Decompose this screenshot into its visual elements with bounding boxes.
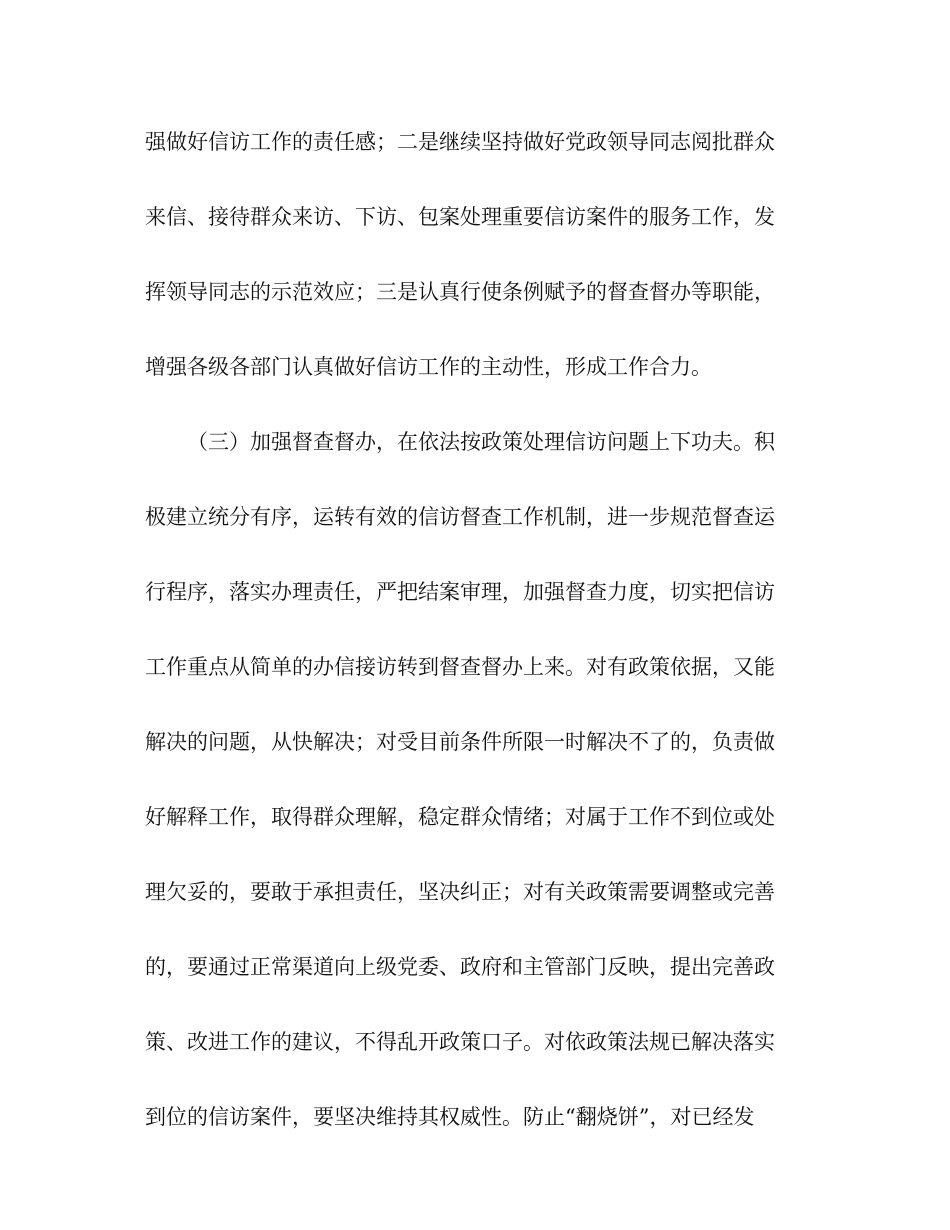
text-line: 到位的信访案件，要坚决维持其权威性。防止“翻烧饼”，对已经发 — [145, 1105, 755, 1129]
text-line: 挥领导同志的示范效应；三是认真行使条例赋予的督查督办等职能， — [145, 280, 775, 304]
paragraph-first-line: （三）加强督查督办，在依法按政策处理信访问题上下功夫。积 — [187, 430, 775, 454]
text-line: 工作重点从简单的办信接访转到督查督办上来。对有政策依据，又能 — [145, 655, 775, 679]
text-line: 增强各级各部门认真做好信访工作的主动性，形成工作合力。 — [145, 355, 712, 379]
text-line: 理欠妥的，要敢于承担责任，坚决纠正；对有关政策需要调整或完善 — [145, 880, 775, 904]
text-line: 的，要通过正常渠道向上级党委、政府和主管部门反映，提出完善政 — [145, 955, 775, 979]
text-line: 行程序，落实办理责任，严把结案审理，加强督查力度，切实把信访 — [145, 580, 775, 604]
text-line: 好解释工作，取得群众理解，稳定群众情绪；对属于工作不到位或处 — [145, 805, 775, 829]
text-line: 来信、接待群众来访、下访、包案处理重要信访案件的服务工作，发 — [145, 205, 775, 229]
text-line: 策、改进工作的建议，不得乱开政策口子。对依政策法规已解决落实 — [145, 1030, 775, 1054]
text-line: 解决的问题，从快解决；对受目前条件所限一时解决不了的，负责做 — [145, 730, 775, 754]
text-line: 极建立统分有序，运转有效的信访督查工作机制，进一步规范督查运 — [145, 505, 775, 529]
text-line: 强做好信访工作的责任感；二是继续坚持做好党政领导同志阅批群众 — [145, 130, 775, 154]
